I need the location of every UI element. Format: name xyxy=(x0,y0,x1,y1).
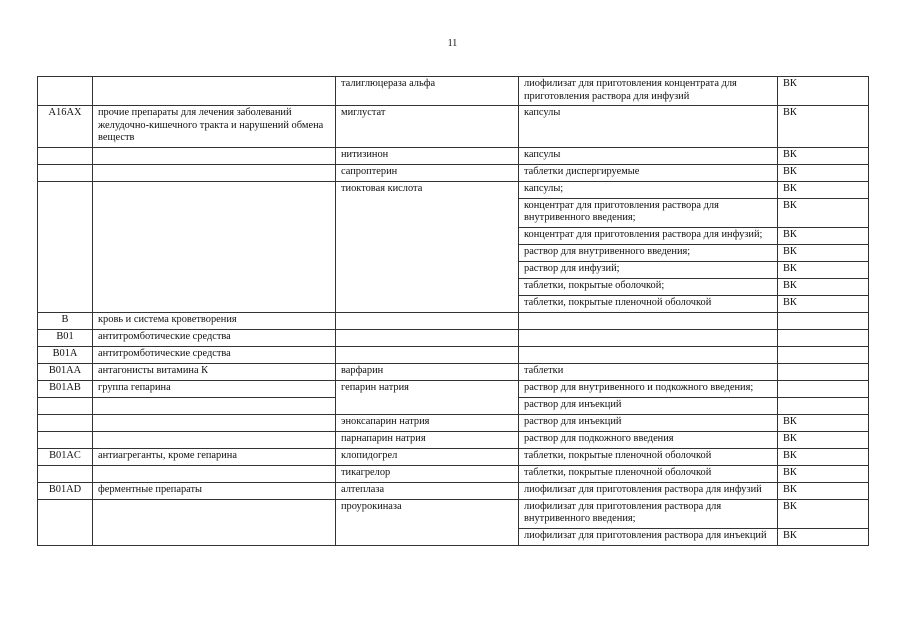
group-name-cell: ферментные препараты xyxy=(93,482,336,499)
group-name-cell xyxy=(93,181,336,312)
table-row xyxy=(38,164,869,181)
atc-code-cell: B xyxy=(38,312,93,329)
table-row xyxy=(38,482,869,499)
note-cell: ВК xyxy=(778,106,869,148)
atc-code-cell xyxy=(38,397,93,414)
dosage-form-cell: таблетки xyxy=(519,363,778,380)
atc-code-cell xyxy=(38,414,93,431)
table-row xyxy=(38,346,869,363)
dosage-form-cell: таблетки диспергируемые xyxy=(519,164,778,181)
table-row xyxy=(38,499,869,528)
atc-code-cell xyxy=(38,431,93,448)
dosage-form-cell: раствор для инъекций xyxy=(519,397,778,414)
note-cell: ВК xyxy=(778,244,869,261)
note-cell: ВК xyxy=(778,465,869,482)
drug-name-cell: варфарин xyxy=(336,363,519,380)
drug-name-cell: алтеплаза xyxy=(336,482,519,499)
atc-code-cell xyxy=(38,181,93,312)
dosage-form-cell: капсулы xyxy=(519,147,778,164)
dosage-form-cell: лиофилизат для приготовления концентрата для приготовления раствора для инфузий xyxy=(519,77,778,106)
group-name-cell xyxy=(93,465,336,482)
table-row xyxy=(38,465,869,482)
table-row xyxy=(38,329,869,346)
group-name-cell: антитромботические средства xyxy=(93,346,336,363)
dosage-form-cell: раствор для инъекций xyxy=(519,414,778,431)
dosage-form-cell: таблетки, покрытые пленочной оболочкой xyxy=(519,295,778,312)
drug-name-cell: парнапарин натрия xyxy=(336,431,519,448)
table-row xyxy=(38,77,869,106)
table-row xyxy=(38,431,869,448)
dosage-form-cell: раствор для внутривенного и подкожного введения; xyxy=(519,380,778,397)
group-name-cell xyxy=(93,164,336,181)
note-cell: ВК xyxy=(778,482,869,499)
atc-code-cell: B01A xyxy=(38,346,93,363)
dosage-form-cell: раствор для инфузий; xyxy=(519,261,778,278)
note-cell xyxy=(778,380,869,397)
note-cell: ВК xyxy=(778,227,869,244)
note-cell: ВК xyxy=(778,278,869,295)
note-cell: ВК xyxy=(778,499,869,528)
table-row xyxy=(38,363,869,380)
drug-name-cell: сапроптерин xyxy=(336,164,519,181)
page-number: 11 xyxy=(447,38,458,49)
group-name-cell xyxy=(93,431,336,448)
dosage-form-cell xyxy=(519,312,778,329)
atc-code-cell: B01AC xyxy=(38,448,93,465)
drug-name-cell: гепарин натрия xyxy=(336,380,519,414)
group-name-cell: антагонисты витамина К xyxy=(93,363,336,380)
table-row xyxy=(38,181,869,198)
dosage-form-cell xyxy=(519,346,778,363)
drug-name-cell: клопидогрел xyxy=(336,448,519,465)
group-name-cell xyxy=(93,397,336,414)
note-cell: ВК xyxy=(778,528,869,545)
atc-code-cell: B01AA xyxy=(38,363,93,380)
table-row xyxy=(38,106,869,148)
atc-code-cell: A16AX xyxy=(38,106,93,148)
atc-code-cell xyxy=(38,499,93,545)
note-cell: ВК xyxy=(778,198,869,227)
note-cell: ВК xyxy=(778,448,869,465)
atc-code-cell: B01AB xyxy=(38,380,93,397)
atc-code-cell xyxy=(38,77,93,106)
note-cell xyxy=(778,312,869,329)
drug-name-cell xyxy=(336,346,519,363)
dosage-form-cell: концентрат для приготовления раствора для внутривенного введения; xyxy=(519,198,778,227)
drug-name-cell xyxy=(336,312,519,329)
note-cell: ВК xyxy=(778,164,869,181)
dosage-form-cell: раствор для подкожного введения xyxy=(519,431,778,448)
group-name-cell xyxy=(93,499,336,545)
dosage-form-cell: лиофилизат для приготовления раствора для инфузий xyxy=(519,482,778,499)
drug-name-cell: проурокиназа xyxy=(336,499,519,545)
dosage-form-cell: таблетки, покрытые пленочной оболочкой xyxy=(519,448,778,465)
drug-name-cell xyxy=(336,329,519,346)
dosage-form-cell: таблетки, покрытые пленочной оболочкой xyxy=(519,465,778,482)
drug-name-cell: миглустат xyxy=(336,106,519,148)
note-cell: ВК xyxy=(778,77,869,106)
atc-code-cell: B01 xyxy=(38,329,93,346)
group-name-cell: антиагреганты, кроме гепарина xyxy=(93,448,336,465)
note-cell xyxy=(778,346,869,363)
atc-code-cell: B01AD xyxy=(38,482,93,499)
table-row xyxy=(38,414,869,431)
group-name-cell: кровь и система кроветворения xyxy=(93,312,336,329)
drug-name-cell: тикагрелор xyxy=(336,465,519,482)
atc-code-cell xyxy=(38,465,93,482)
group-name-cell: прочие препараты для лечения заболеваний желудочно-кишечного тракта и нарушений обмена веществ xyxy=(93,106,336,148)
drug-name-cell: нитизинон xyxy=(336,147,519,164)
dosage-form-cell: раствор для внутривенного введения; xyxy=(519,244,778,261)
dosage-form-cell: капсулы xyxy=(519,106,778,148)
atc-code-cell xyxy=(38,147,93,164)
group-name-cell: группа гепарина xyxy=(93,380,336,397)
note-cell: ВК xyxy=(778,414,869,431)
table-row xyxy=(38,380,869,397)
drug-name-cell: эноксапарин натрия xyxy=(336,414,519,431)
drug-name-cell: тиоктовая кислота xyxy=(336,181,519,312)
table-row xyxy=(38,312,869,329)
note-cell xyxy=(778,397,869,414)
drug-name-cell: талиглюцераза альфа xyxy=(336,77,519,106)
dosage-form-cell: капсулы; xyxy=(519,181,778,198)
table-body xyxy=(38,77,869,546)
group-name-cell: антитромботические средства xyxy=(93,329,336,346)
note-cell: ВК xyxy=(778,295,869,312)
note-cell: ВК xyxy=(778,261,869,278)
dosage-form-cell xyxy=(519,329,778,346)
note-cell: ВК xyxy=(778,181,869,198)
dosage-form-cell: лиофилизат для приготовления раствора для инъекций xyxy=(519,528,778,545)
group-name-cell xyxy=(93,77,336,106)
note-cell xyxy=(778,363,869,380)
group-name-cell xyxy=(93,414,336,431)
group-name-cell xyxy=(93,147,336,164)
dosage-form-cell: концентрат для приготовления раствора для инфузий; xyxy=(519,227,778,244)
note-cell: ВК xyxy=(778,431,869,448)
note-cell xyxy=(778,329,869,346)
drug-table xyxy=(37,76,869,546)
atc-code-cell xyxy=(38,164,93,181)
table-row xyxy=(38,147,869,164)
dosage-form-cell: лиофилизат для приготовления раствора для внутривенного введения; xyxy=(519,499,778,528)
note-cell: ВК xyxy=(778,147,869,164)
dosage-form-cell: таблетки, покрытые оболочкой; xyxy=(519,278,778,295)
table-row xyxy=(38,448,869,465)
